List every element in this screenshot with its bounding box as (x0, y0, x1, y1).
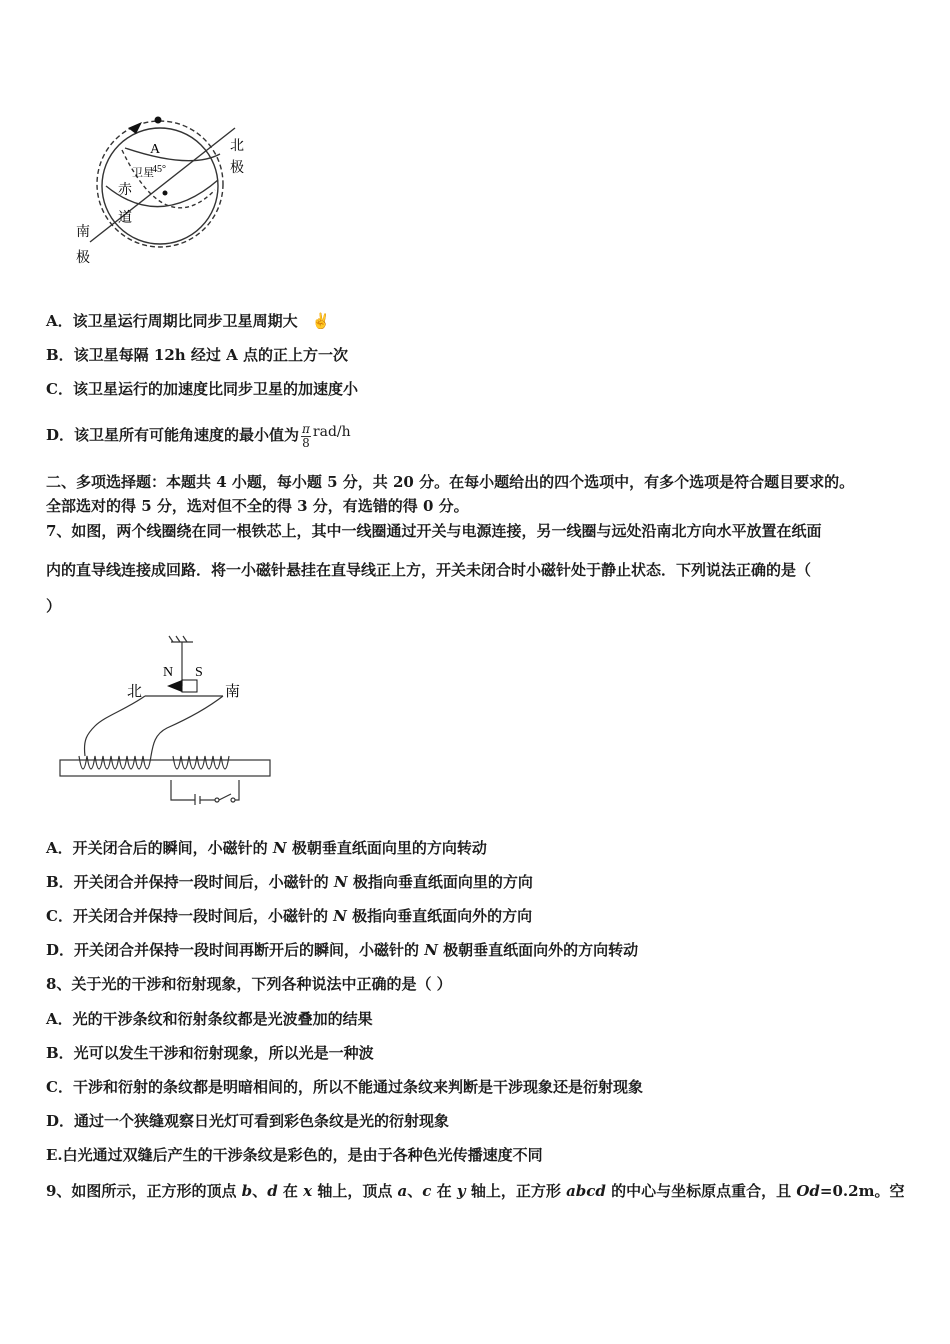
q8-option-a: A．光的干涉条纹和衍射条纹都是光波叠加的结果 (46, 1010, 373, 1028)
wire-south-label: 南 (225, 682, 241, 700)
q7-option-a: A．开关闭合后的瞬间，小磁针的 N 极朝垂直纸面向里的方向转动 (46, 839, 487, 857)
section2-heading: 二、多项选择题：本题共 4 小题，每小题 5 分，共 20 分。在每小题给出的四个选项中，有多个选项是符合题目要求的。 (46, 473, 855, 491)
q7-option-b: B．开关闭合并保持一段时间后，小磁针的 N 极指向垂直纸面向里的方向 (46, 873, 533, 891)
q6-option-c: C．该卫星运行的加速度比同步卫星的加速度小 (46, 380, 358, 398)
figure1-south-2: 极 (76, 250, 90, 266)
q6-option-d: D．该卫星所有可能角速度的最小值为 $\frac{\pi}{8}$ rad/h (46, 421, 351, 450)
q6-option-a: A．该卫星运行周期比同步卫星周期大 ✌ (46, 312, 331, 330)
figure1-equator-1: 赤 (118, 182, 132, 198)
q8-option-d: D．通过一个狭缝观察日光灯可看到彩色条纹是光的衍射现象 (46, 1112, 450, 1130)
figure1-south-1: 南 (76, 224, 90, 240)
q7-option-d: D．开关闭合并保持一段时间再断开后的瞬间，小磁针的 N 极朝垂直纸面向外的方向转动 (46, 941, 639, 959)
q7-stem-line1: 7、如图，两个线圈绕在同一根铁芯上，其中一线圈通过开关与电源连接，另一线圈与远处沿南北方向水平放置在纸面 (46, 522, 822, 540)
figure1-north-1: 北 (230, 138, 244, 154)
wire-north-label: 北 (127, 682, 143, 700)
fraction-pi-over-8: $\frac{\pi}{8}$ (302, 421, 310, 450)
needle-s-label: S (195, 665, 203, 680)
figure1-orbit-label: 卫星 (132, 166, 154, 179)
q8-option-e: E.白光通过双缝后产生的干涉条纹是彩色的，是由于各种色光传播速度不同 (46, 1146, 543, 1164)
q8-option-c: C．干涉和衍射的条纹都是明暗相间的，所以不能通过条纹来判断是干涉现象还是衍射现象 (46, 1078, 643, 1096)
coil-compass-figure (55, 630, 275, 805)
q8-option-b: B．光可以发生干涉和衍射现象，所以光是一种波 (46, 1044, 374, 1062)
earth-orbit-figure (70, 110, 260, 270)
q9-stem: 9、如图所示，正方形的顶点 b、d 在 x 轴上，顶点 a、c 在 y 轴上，正方形 abcd 的中心与坐标原点重合，且 Od=0.2m。空 (46, 1182, 905, 1200)
handwritten-mark: ✌ (311, 312, 331, 330)
q7-stem-line3: ） (46, 597, 62, 615)
figure1-north-2: 极 (230, 160, 244, 176)
q6-option-b: B．该卫星每隔 12h 经过 A 点的正上方一次 (46, 346, 348, 364)
q7-stem-line2: 内的直导线连接成回路．将一小磁针悬挂在直导线正上方，开关未闭合时小磁针处于静止状态．下列说法正确的是（ (46, 561, 812, 579)
q7-option-c: C．开关闭合并保持一段时间后，小磁针的 N 极指向垂直纸面向外的方向 (46, 907, 533, 925)
figure1-angle: 45° (152, 164, 166, 175)
figure1-equator-2: 道 (118, 210, 132, 226)
figure1-label-a: A (150, 142, 161, 157)
q8-stem: 8、关于光的干涉和衍射现象，下列各种说法中正确的是（ ） (46, 975, 452, 993)
section2-scoring: 全部选对的得 5 分，选对但不全的得 3 分，有选错的得 0 分。 (46, 497, 469, 515)
needle-n-label: N (163, 665, 174, 680)
